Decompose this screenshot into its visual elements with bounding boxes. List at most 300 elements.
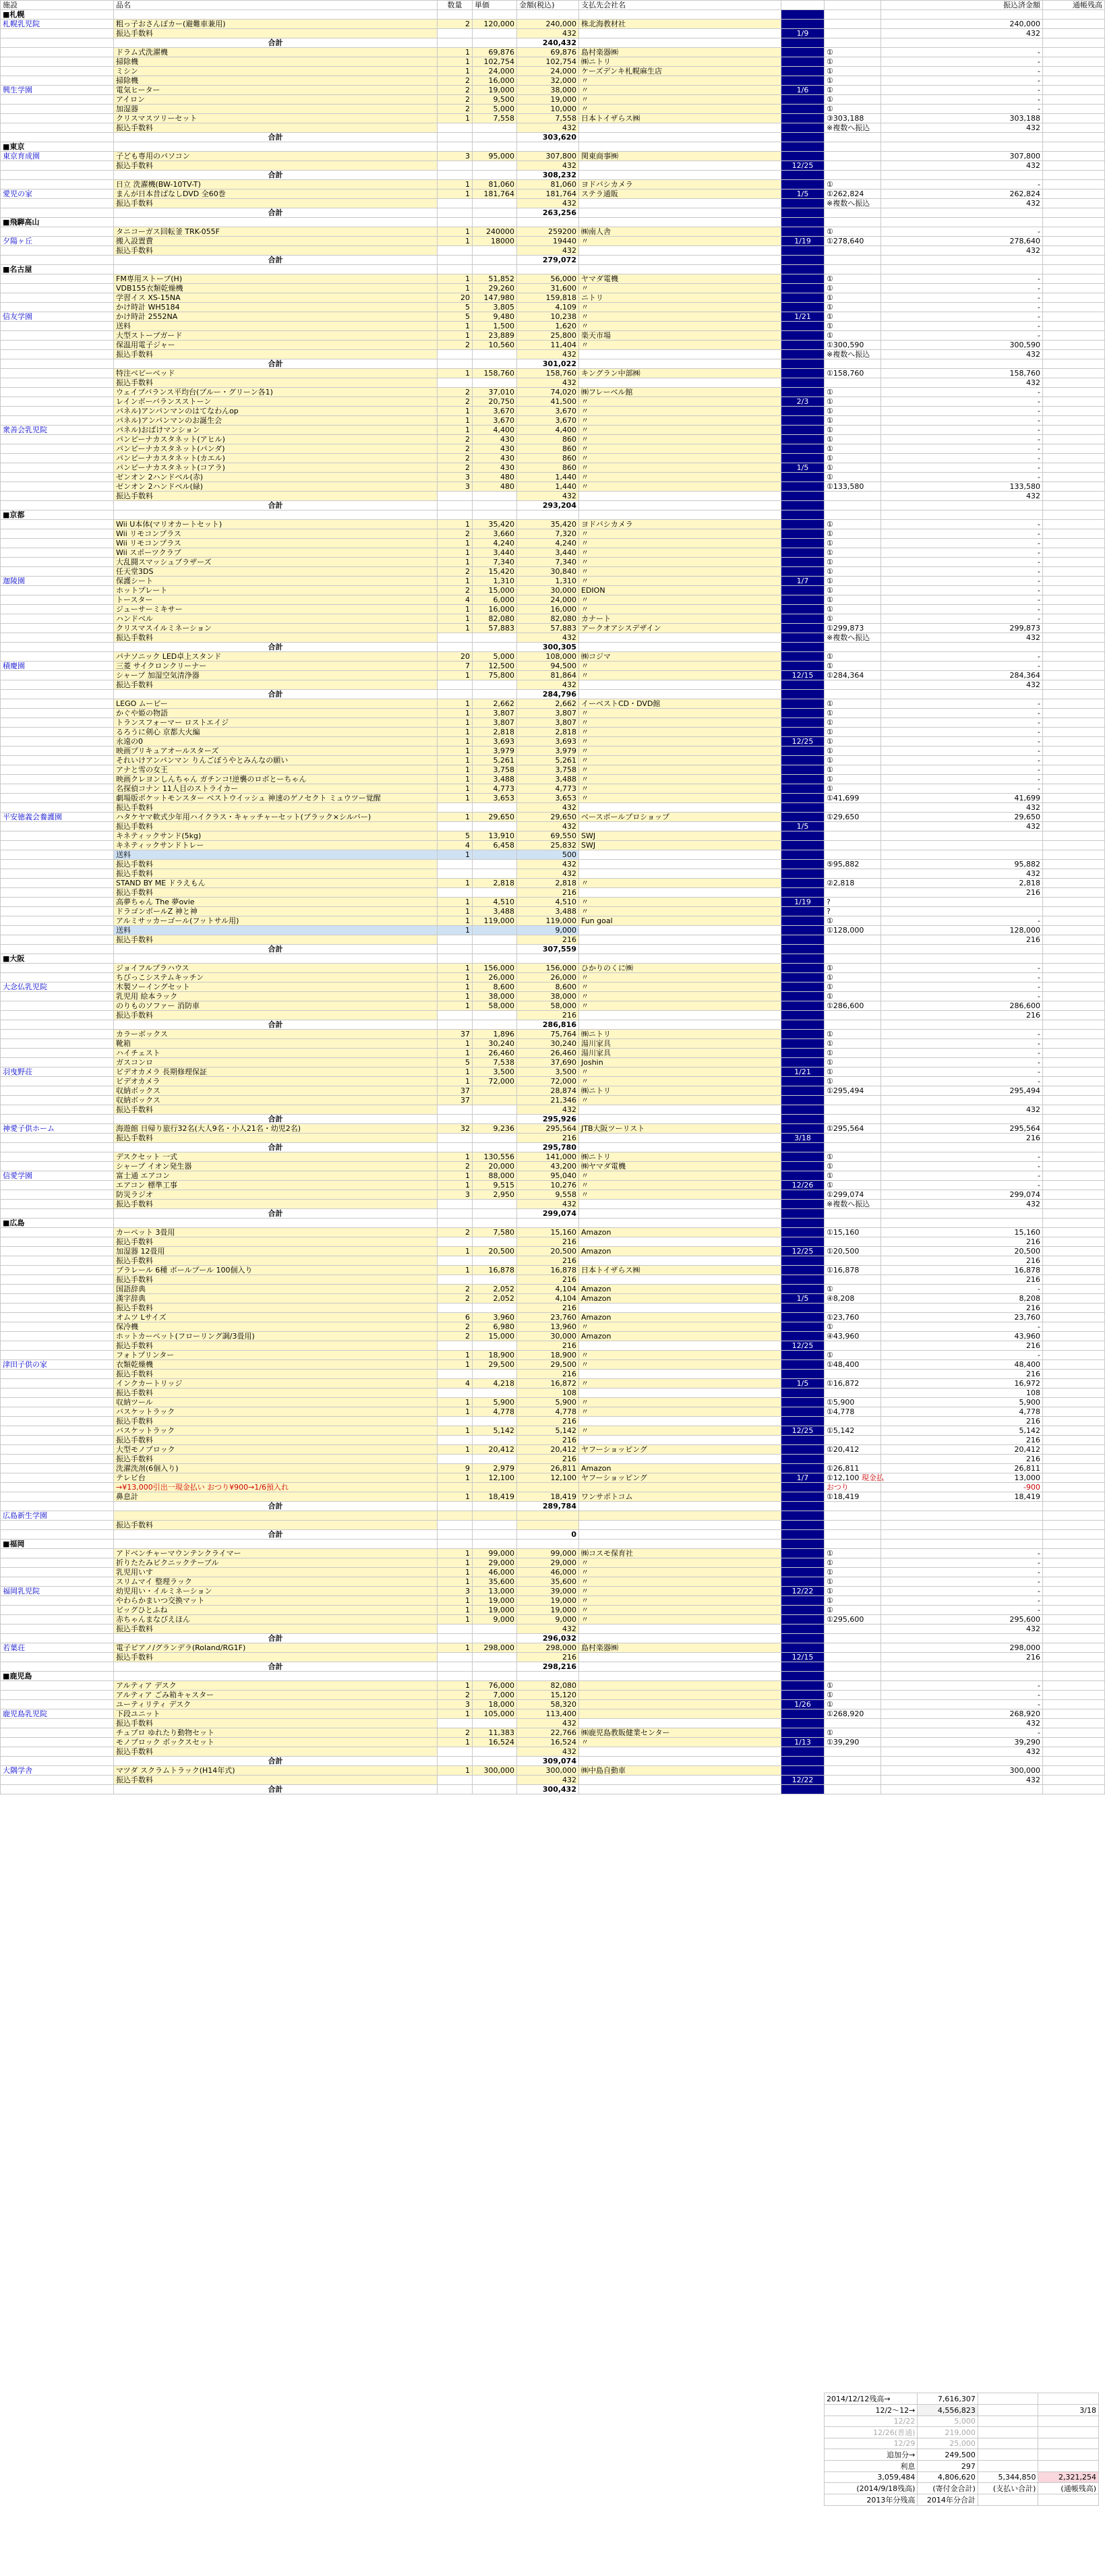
item-name: 加湿器 [114,105,438,114]
transfer-amount: - [881,992,1043,1001]
amount: 216 [517,1256,579,1266]
fee-row [1,1521,1105,1530]
done-date: 2/3 [781,397,825,407]
facility-name: 広島新生学園 [1,1511,114,1521]
summary-caption: (支払い合計) [978,2483,1038,2494]
balance-cell [1043,775,1105,784]
qty: 2 [438,463,473,473]
balance-cell [1043,312,1105,322]
transfer-amount: 39,290 [881,1738,1043,1747]
done-date [781,907,825,916]
qty: 1 [438,1709,473,1719]
transfer-note: ① [825,105,881,114]
transfer-amount: - [881,1162,1043,1171]
total-row [1,690,1105,699]
empty-cell [473,1209,517,1219]
amount: 18,419 [517,1492,579,1502]
empty-cell [473,171,517,180]
done-date: 1/5 [781,822,825,831]
item-name: 防災ラジオ [114,1190,438,1200]
empty-cell [1,803,114,813]
empty-cell [438,1219,473,1228]
unit-price: 156,000 [473,964,517,973]
qty: 1 [438,48,473,57]
unit-price: 81,060 [473,180,517,189]
done-date [781,95,825,105]
vendor: 〃 [579,605,781,614]
balance-cell [1043,152,1105,161]
vendor: 〃 [579,595,781,605]
empty-cell [1,1398,114,1407]
empty-cell [438,1143,473,1152]
amount: 26,460 [517,1049,579,1058]
transfer-note: ① [825,1285,881,1294]
table-row [1,293,1105,303]
balance-cell [1043,803,1105,813]
transfer-amount: 286,600 [881,1001,1043,1011]
item-name: LEGO ムービー [114,699,438,709]
unit-price: 18,000 [473,1700,517,1709]
balance-cell [1043,1568,1105,1577]
amount: 1,310 [517,577,579,586]
balance-cell [1043,737,1105,747]
total-amount: 298,216 [517,1662,579,1672]
unit-price: 19,000 [473,1596,517,1606]
amount: 295,564 [517,1124,579,1134]
unit-price: 1,896 [473,1030,517,1039]
item-name: VDB155衣類乾燥機 [114,284,438,293]
empty-cell [438,256,473,265]
qty: 2 [438,76,473,86]
table-row [1,1077,1105,1086]
vendor [579,1455,781,1464]
empty-cell [1,690,114,699]
amount: 82,080 [517,1681,579,1691]
transfer-note [825,29,881,38]
item-name: 振込手数料 [114,680,438,690]
item-name: まんが日本昔ばなしDVD 全60巻 [114,189,438,199]
col-header-amount: 金額(税込) [517,1,579,10]
vendor [579,888,781,898]
transfer-note: ① [825,1596,881,1606]
summary-label: 12/29 [825,2438,918,2449]
vendor: ㈱ヤマダ電機 [579,1162,781,1171]
qty: 1 [438,1181,473,1190]
empty-cell [1043,1634,1105,1643]
vendor [579,680,781,690]
amount: 16,000 [517,605,579,614]
done-date [781,869,825,879]
balance-cell [1043,237,1105,246]
empty-cell [1,756,114,765]
unit-price: 37,010 [473,388,517,397]
qty: 1 [438,765,473,775]
transfer-note: ① [825,274,881,284]
table-row [1,1568,1105,1577]
balance-cell [1043,614,1105,624]
empty-cell [1,709,114,718]
empty-cell [1,1568,114,1577]
item-name: 映画プリキュアオールスターズ [114,747,438,756]
balance-cell [1043,869,1105,879]
fee-row [1,1200,1105,1209]
done-date [781,992,825,1001]
empty-cell [1043,1785,1105,1794]
empty-cell [1,1058,114,1067]
amount: 28,874 [517,1086,579,1096]
transfer-note: ① [825,747,881,756]
done-date [781,841,825,850]
qty [438,1341,473,1351]
unit-price [473,1436,517,1445]
empty-cell [579,10,781,20]
vendor: 〃 [579,1398,781,1407]
fee-row [1,1436,1105,1445]
balance-cell [1043,1606,1105,1615]
done-date [781,473,825,482]
empty-cell [1043,945,1105,954]
empty-cell [1,1266,114,1275]
transfer-note [825,1256,881,1266]
empty-cell [1,501,114,510]
transfer-amount: - [881,1181,1043,1190]
balance-cell [1043,916,1105,926]
vendor [579,1700,781,1709]
empty-cell [1,67,114,76]
vendor: 〃 [579,303,781,312]
amount: 432 [517,246,579,256]
empty-cell [1,29,114,38]
item-name: 任天堂3DS [114,567,438,577]
fee-row [1,1747,1105,1757]
qty: 1 [438,1549,473,1558]
qty [438,860,473,869]
amount: 298,000 [517,1643,579,1653]
empty-cell [1043,359,1105,369]
unit-price: 2,052 [473,1294,517,1304]
empty-cell [1,114,114,123]
unit-price: 4,218 [473,1379,517,1388]
transfer-note [825,1011,881,1020]
transfer-amount: 29,650 [881,813,1043,822]
amount: 4,104 [517,1285,579,1294]
vendor: ㈱中島自動車 [579,1766,781,1776]
amount: 4,510 [517,898,579,907]
fee-row [1,492,1105,501]
done-date: 12/22 [781,1587,825,1596]
amount: 432 [517,633,579,643]
amount: 216 [517,1653,579,1662]
empty-cell [1,1162,114,1171]
empty-cell [1,992,114,1001]
fee-row [1,1653,1105,1662]
balance-cell [1043,341,1105,350]
transfer-note: ① [825,529,881,539]
unit-price [473,350,517,359]
amount: 2,818 [517,879,579,888]
col-header-facility: 施設 [1,1,114,10]
empty-cell [438,1502,473,1511]
transfer-note: ①133,580 [825,482,881,492]
empty-cell [114,10,438,20]
empty-cell [1,1606,114,1615]
unit-price: 430 [473,435,517,444]
done-date [781,718,825,728]
vendor: 〃 [579,454,781,463]
total-row [1,501,1105,510]
balance-cell [1043,1162,1105,1171]
table-row [1,1049,1105,1058]
balance-cell [1043,322,1105,331]
item-name: アイロン [114,95,438,105]
col-header-note [825,1,881,10]
total-row [1,1143,1105,1152]
empty-cell [1043,1209,1105,1219]
done-date [781,1388,825,1398]
qty: 1 [438,1606,473,1615]
amount: 119,000 [517,916,579,926]
amount: 141,000 [517,1152,579,1162]
unit-price: 3,670 [473,407,517,416]
done-date [781,747,825,756]
empty-cell [1,246,114,256]
unit-price [473,1653,517,1662]
empty-cell [1,1388,114,1398]
empty-cell [114,218,438,227]
amount: 56,000 [517,274,579,284]
item-name: かけ時計 WH5184 [114,303,438,312]
transfer-amount: 432 [881,803,1043,813]
transfer-amount: 432 [881,680,1043,690]
vendor: 〃 [579,737,781,747]
empty-cell [1043,1219,1105,1228]
item-name: FM専用ストーブ(H) [114,274,438,284]
vendor: ヤフーショッピング [579,1473,781,1483]
total-amount: 279,072 [517,256,579,265]
table-row [1,416,1105,426]
empty-cell [1,916,114,926]
summary-caption: 2014年分合計 [918,2494,978,2506]
region-label: ■大阪 [1,954,114,964]
item-name: パンピーナカスタネット(カエル) [114,454,438,463]
balance-cell [1043,57,1105,67]
balance-cell [1043,123,1105,133]
done-date [781,1351,825,1360]
col-header-balance: 通帳残高 [1043,1,1105,10]
unit-price: 298,000 [473,1643,517,1653]
table-row [1,520,1105,529]
item-name: 洗濯洗剤(6個入り) [114,1464,438,1473]
item-name: 富士通 エアコン [114,1171,438,1181]
transfer-amount: 216 [881,1653,1043,1662]
transfer-note: ①16,872 [825,1379,881,1388]
transfer-amount: 108 [881,1388,1043,1398]
transfer-note: ①23,760 [825,1313,881,1322]
vendor: 〃 [579,765,781,775]
empty-cell [881,1662,1043,1672]
amount: 113,400 [517,1709,579,1719]
amount: 3,653 [517,794,579,803]
unit-price [473,199,517,208]
empty-cell [114,954,438,964]
balance-cell [1043,520,1105,529]
empty-cell [825,1634,881,1643]
table-row [1,973,1105,983]
balance-cell [1043,1011,1105,1020]
unit-price [473,1341,517,1351]
amount: 7,340 [517,558,579,567]
empty-cell [1043,133,1105,142]
qty: 1 [438,813,473,822]
fee-row [1,1455,1105,1464]
empty-cell [1,586,114,595]
qty: 1 [438,407,473,416]
qty: 4 [438,841,473,850]
qty: 1 [438,983,473,992]
done-cell [781,1115,825,1124]
amount: 81,864 [517,671,579,680]
empty-cell [1,1228,114,1237]
qty: 32 [438,1124,473,1134]
empty-cell [438,38,473,48]
vendor [579,1521,781,1530]
item-name: 高夢ちゃん The 夢ovie [114,898,438,907]
fee-row [1,803,1105,813]
fee-row [1,1719,1105,1728]
empty-cell [1,1200,114,1209]
transfer-amount: - [881,1728,1043,1738]
qty: 1 [438,794,473,803]
item-name: Wii スポーツクラブ [114,548,438,558]
transfer-note: ① [825,1691,881,1700]
done-cell [781,142,825,152]
done-date [781,388,825,397]
facility-name: 迦陵園 [1,577,114,586]
balance-cell [1043,1426,1105,1436]
vendor: 〃 [579,756,781,765]
qty: 1 [438,369,473,378]
item-name: 振込手数料 [114,199,438,208]
transfer-note: ① [825,756,881,765]
transfer-amount: - [881,1681,1043,1691]
amount: 38,000 [517,86,579,95]
unit-price [473,1105,517,1115]
transfer-amount: 23,760 [881,1313,1043,1322]
empty-cell [1,1190,114,1200]
transfer-amount: - [881,595,1043,605]
unit-price [473,1200,517,1209]
balance-cell [1043,1643,1105,1653]
item-name: デスクセット 一式 [114,1152,438,1162]
vendor: カナート [579,614,781,624]
empty-cell [1,1020,114,1030]
unit-price [473,123,517,133]
empty-cell [438,359,473,369]
balance-cell [1043,567,1105,577]
unit-price: 23,889 [473,331,517,341]
empty-cell [1,633,114,643]
empty-cell [1,860,114,869]
empty-cell [1,1152,114,1162]
empty-cell [1043,171,1105,180]
vendor: 〃 [579,237,781,246]
total-amount: 295,926 [517,1115,579,1124]
done-cell [781,1143,825,1152]
done-date: 1/19 [781,237,825,246]
qty [438,1511,473,1521]
done-date [781,803,825,813]
qty [438,29,473,38]
transfer-amount: 300,000 [881,1766,1043,1776]
transfer-amount [881,1511,1043,1521]
vendor: 〃 [579,1171,781,1181]
item-name: 大型モノブロック [114,1445,438,1455]
balance-cell [1043,879,1105,888]
done-date [781,492,825,501]
summary-label: 12/26(普通) [825,2427,918,2438]
fee-row [1,1275,1105,1285]
qty [438,1521,473,1530]
vendor: ひかりのくに㈱ [579,964,781,973]
total-label: 合計 [114,501,438,510]
done-date [781,1266,825,1275]
amount: 5,261 [517,756,579,765]
vendor: ㈱ニトリ [579,1086,781,1096]
empty-cell [579,1502,781,1511]
item-name: 振込手数料 [114,633,438,643]
done-date [781,1549,825,1558]
transfer-amount: 15,160 [881,1228,1043,1237]
done-date: 1/7 [781,577,825,586]
empty-cell [825,1209,881,1219]
unit-price: 4,240 [473,539,517,548]
item-name: クリスマスツリーセット [114,114,438,123]
done-date: 12/15 [781,671,825,680]
empty-cell [1,595,114,605]
transfer-note [825,161,881,171]
amount: 181,764 [517,189,579,199]
vendor: 〃 [579,1351,781,1360]
amount: 74,020 [517,388,579,397]
amount: 19,000 [517,1596,579,1606]
done-date [781,416,825,426]
balance-cell [1043,680,1105,690]
balance-cell [1043,765,1105,775]
qty: 6 [438,1313,473,1322]
qty: 7 [438,662,473,671]
empty-cell [438,1115,473,1124]
item-name: ゼンオン 2ハンドベル(赤) [114,473,438,482]
empty-cell [1,699,114,709]
transfer-amount: - [881,614,1043,624]
item-name: 振込手数料 [114,1388,438,1398]
empty-cell [1,1634,114,1643]
transfer-amount: 284,364 [881,671,1043,680]
vendor: 〃 [579,775,781,784]
vendor: EDION [579,586,781,595]
balance-cell [1043,1681,1105,1691]
transfer-amount: - [881,76,1043,86]
transfer-note: ① [825,407,881,416]
item-name: それいけアンパンマン りんごぼうやとみんなの願い [114,756,438,765]
unit-price: 9,480 [473,312,517,322]
table-row [1,435,1105,444]
done-date [781,1285,825,1294]
done-cell [781,1785,825,1794]
done-cell [781,1540,825,1549]
item-name: 送料 [114,850,438,860]
done-date: 1/5 [781,463,825,473]
